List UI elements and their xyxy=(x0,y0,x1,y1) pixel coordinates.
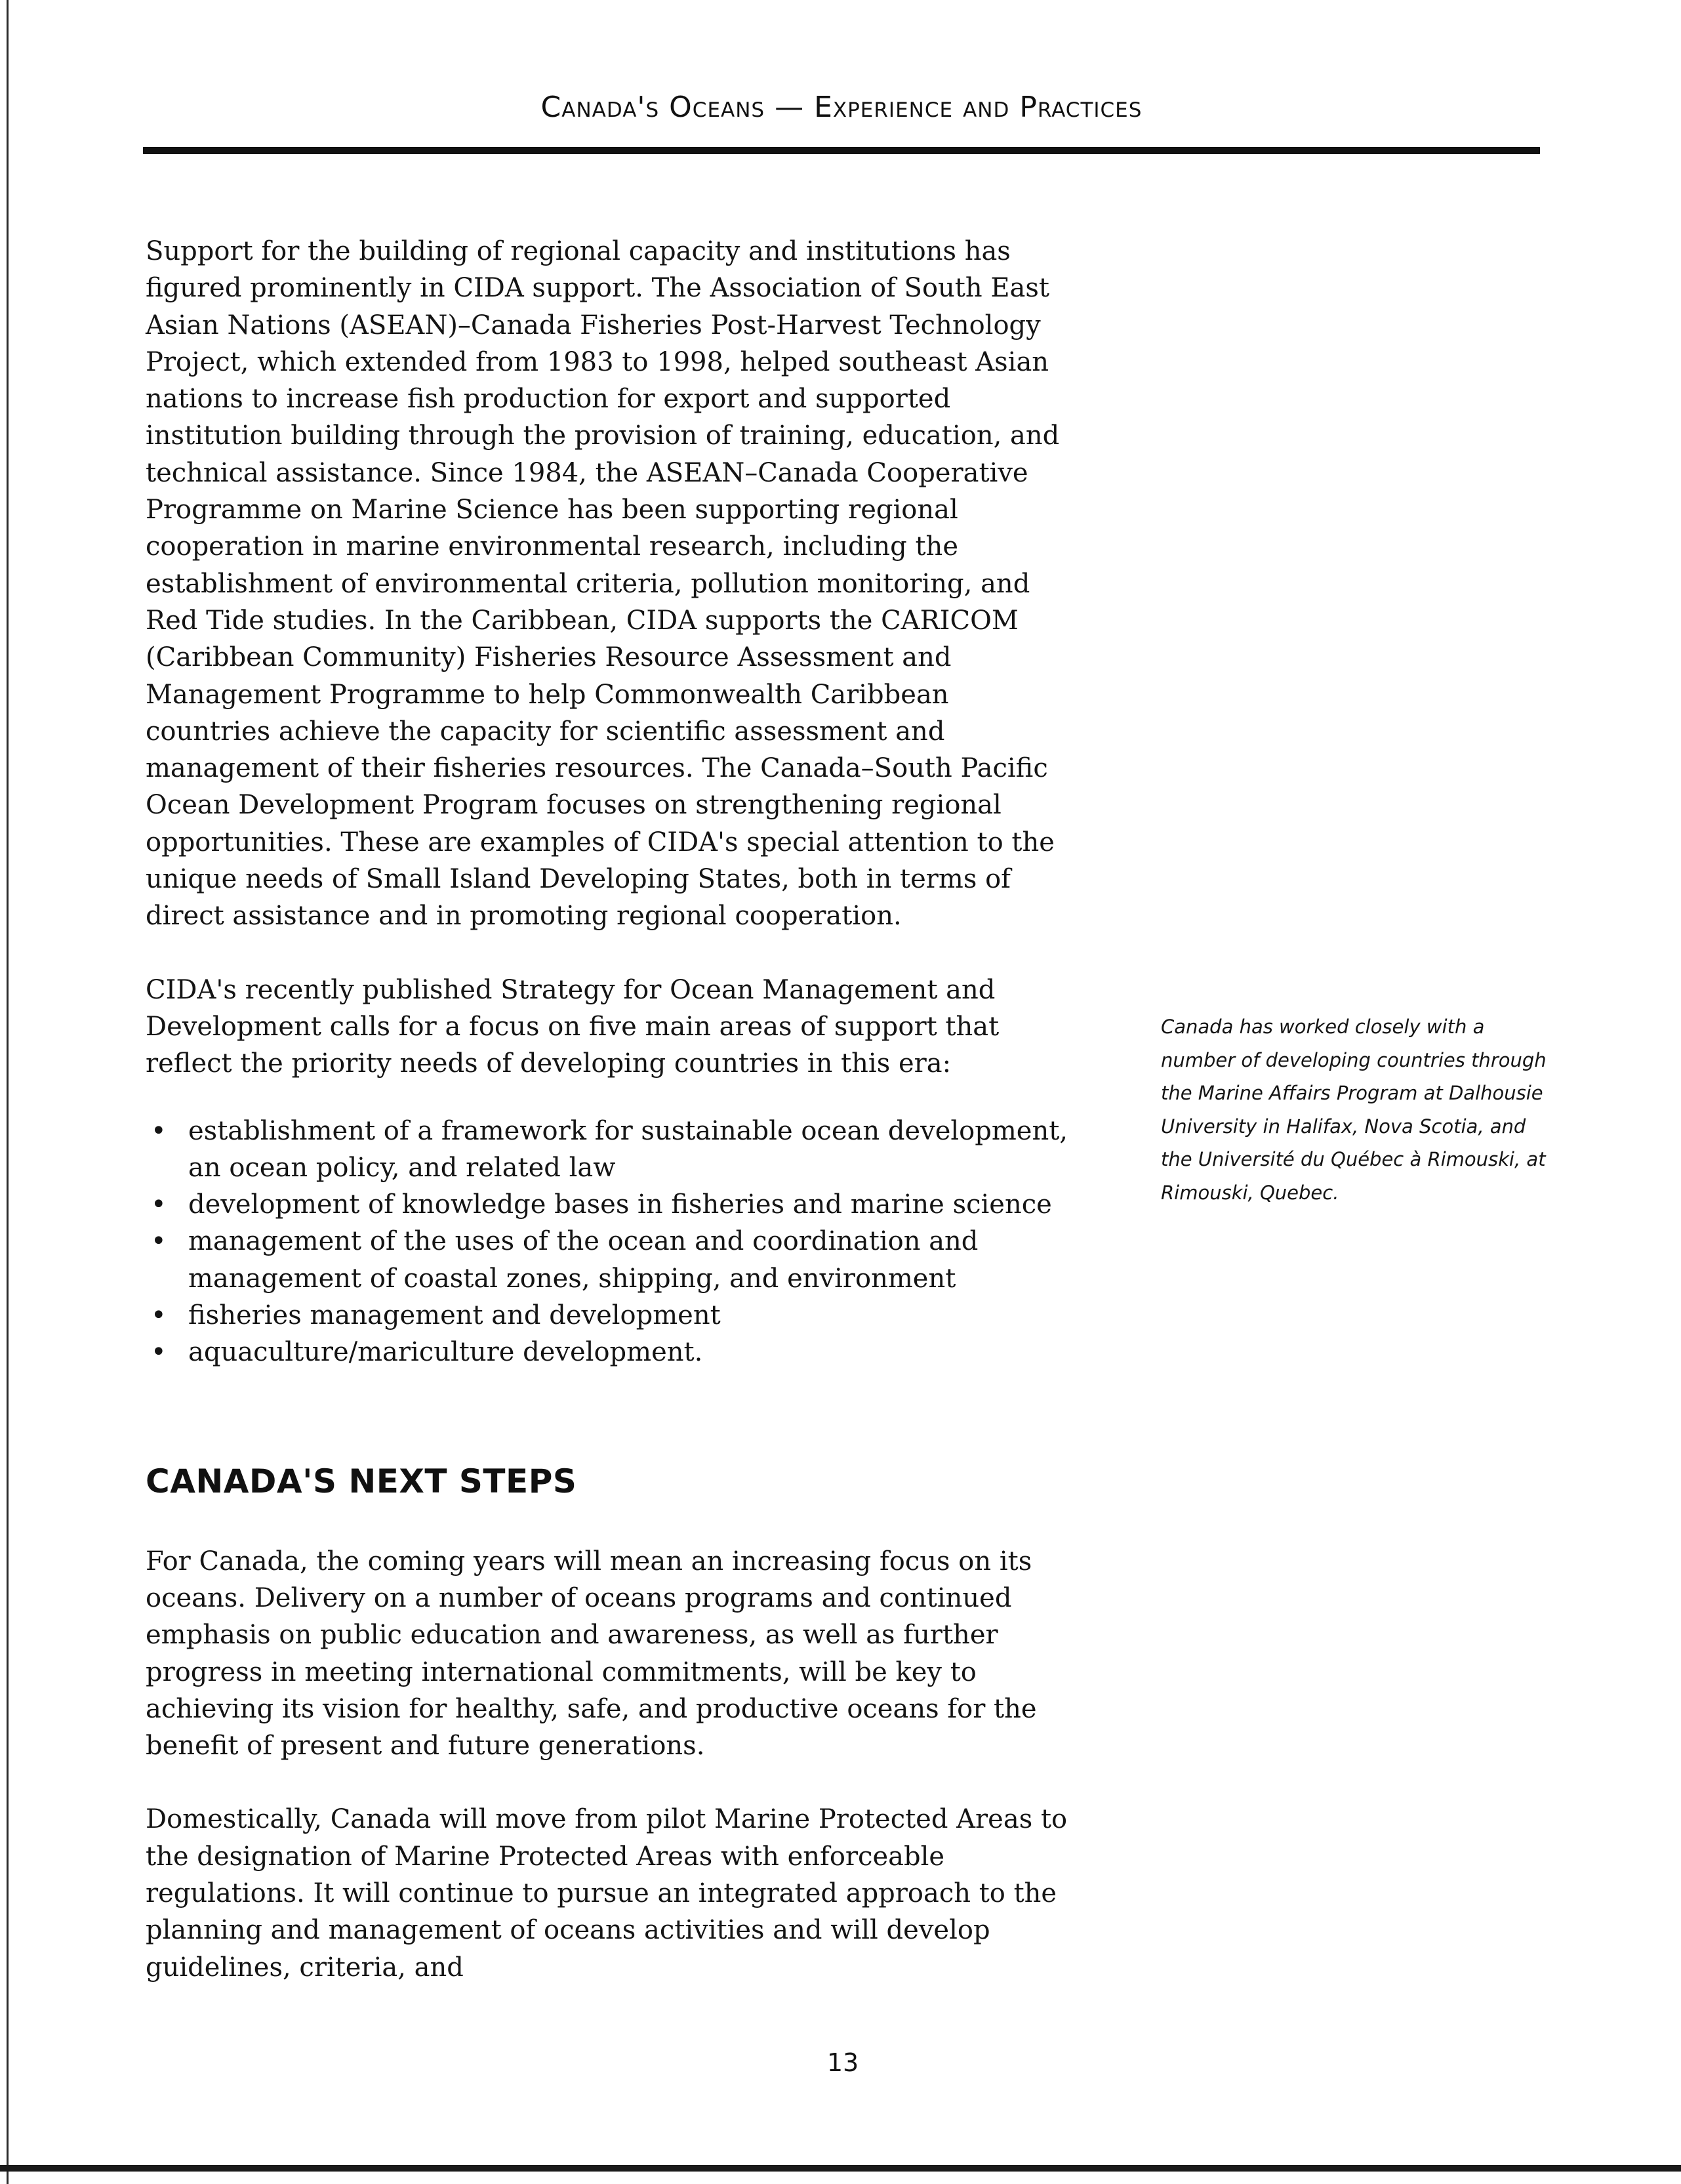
running-header: Canada's Oceans — Experience and Practices xyxy=(540,91,1143,124)
bullet-icon: • xyxy=(151,1226,167,1257)
list-item xyxy=(146,1113,1077,1187)
body-paragraph-3: For Canada, the coming years will mean an increasing focus on its oceans. Delivery on a number of oceans programs and continued emphasis on public education and awareness, as well as further progress in meeting international commitments, will be key to achieving its vision for healthy, safe, and productive oceans for the benefit of present and future generations. xyxy=(146,1546,1037,1762)
bullet-icon: • xyxy=(151,1115,167,1146)
list-item xyxy=(146,1297,1077,1334)
bullet-icon: • xyxy=(151,1189,167,1220)
focus-areas-list xyxy=(146,1113,1077,1371)
list-item-text: fisheries management and development xyxy=(188,1300,721,1331)
bullet-icon: • xyxy=(151,1337,167,1368)
body-paragraph-4: Domestically, Canada will move from pilot Marine Protected Areas to the designation of Marine Protected Areas with enforceable regulations. It will continue to pursue an integrated approach to the planning and management of oceans activities and will develop guidelines, criteria, and xyxy=(146,1804,1068,1983)
bullet-icon: • xyxy=(151,1300,167,1331)
list-item xyxy=(146,1223,1077,1297)
main-text-column xyxy=(146,233,1077,1986)
body-paragraph-1: Support for the building of regional capacity and institutions has figured prominently in CIDA support. The Association of South East Asian Nations (ASEAN)–Canada Fisheries Post-Harvest Technology Project, which extended from 1983 to 1998, helped southeast Asian nations to increase fish production for export and supported institution building through the provision of training, education, and technical assistance. Since 1984, the ASEAN–Canada Cooperative Programme on Marine Science has been supporting regional cooperation in marine environmental research, including the establishment of environmental criteria, pollution monitoring, and Red Tide studies. In the Caribbean, CIDA supports the CARICOM (Caribbean Community) Fisheries Resource Assessment and Management Programme to help Commonwealth Caribbean countries achieve the capacity for scientific assessment and management of their fisheries resources. The Canada–South Pacific Ocean Development Program focuses on strengthening regional opportunities. These are examples of CIDA's special attention to the unique needs of Small Island Developing States, both in terms of direct assistance and in promoting regional cooperation. xyxy=(146,236,1060,932)
list-item xyxy=(146,1334,1077,1370)
list-item xyxy=(146,1186,1077,1223)
section-heading: CANADA'S NEXT STEPS xyxy=(146,1462,577,1500)
list-item-text: aquaculture/mariculture development. xyxy=(188,1337,703,1368)
list-item-text: establishment of a framework for sustainable ocean development, an ocean policy, and related law xyxy=(188,1115,1068,1183)
list-item-text: management of the uses of the ocean and coordination and management of coastal zones, shipping, and environment xyxy=(188,1226,979,1294)
body-paragraph-2: CIDA's recently published Strategy for Ocean Management and Development calls for a focus on five main areas of support that reflect the priority needs of developing countries in this era: xyxy=(146,974,1000,1079)
header-rule xyxy=(143,147,1540,154)
list-item-text: development of knowledge bases in fisheries and marine science xyxy=(188,1189,1052,1220)
sidebar-note: Canada has worked closely with a number of developing countries through the Marine Affairs Program at Dalhousie University in Halifax, Nova Scotia, and the Université du Québec à Rimouski, at Rimouski, Quebec. xyxy=(1161,1016,1547,1204)
scan-edge-bottom xyxy=(0,2165,1681,2172)
scan-edge-left xyxy=(7,0,9,2184)
page-number: 13 xyxy=(826,2048,859,2077)
